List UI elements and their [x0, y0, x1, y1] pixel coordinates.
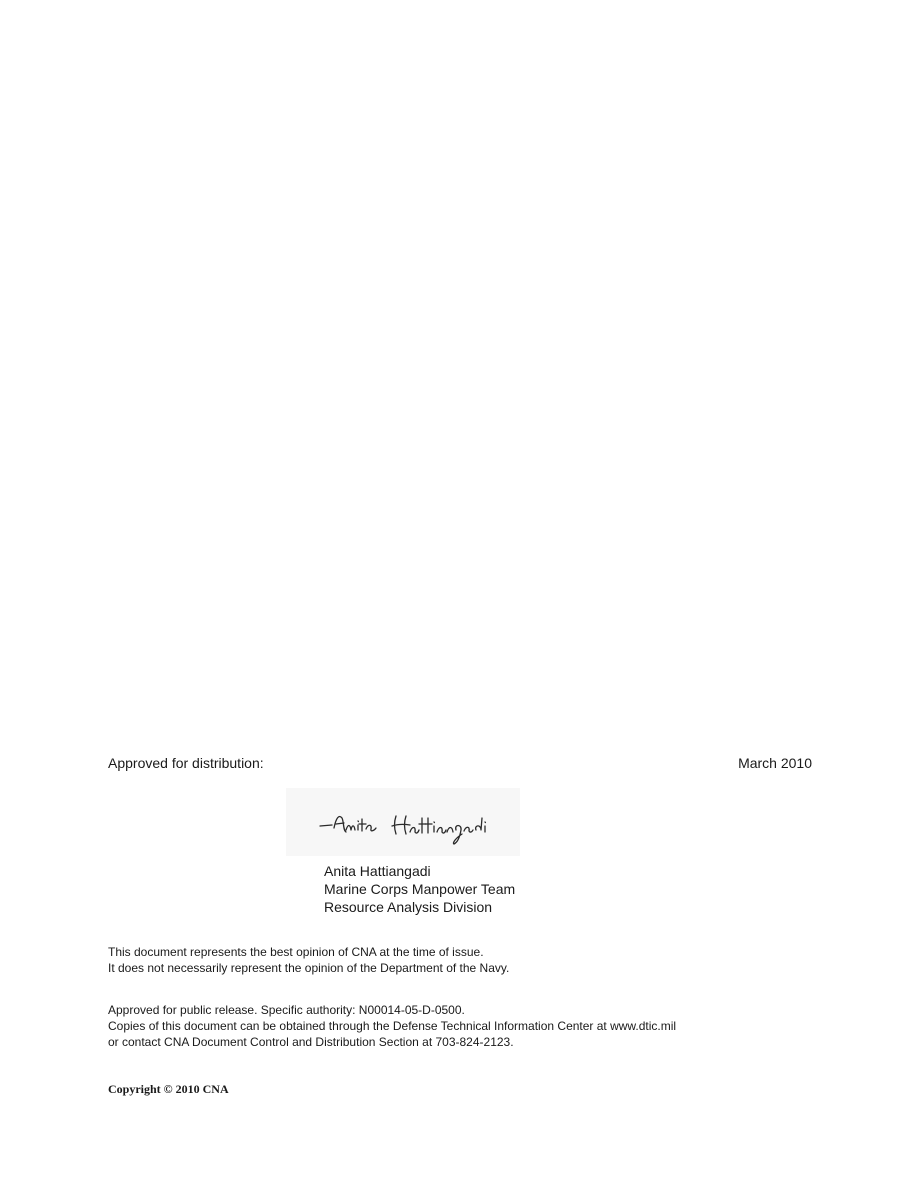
release-block — [108, 1002, 676, 1050]
approval-label: Approved for distribution: — [108, 755, 264, 771]
release-line: Copies of this document can be obtained through the Defense Technical Information Center at www.dtic.mil — [108, 1019, 677, 1033]
approval-row — [108, 754, 812, 772]
signer-name: Anita Hattiangadi — [324, 863, 431, 879]
signature-image — [286, 788, 520, 856]
approval-date: March 2010 — [738, 755, 812, 771]
release-line: Approved for public release. Specific authority: N00014-05-D-0500. — [108, 1003, 465, 1017]
disclaimer-block — [108, 944, 509, 976]
handwritten-signature — [286, 788, 520, 856]
disclaimer-line: This document represents the best opinion of CNA at the time of issue. — [108, 945, 484, 959]
copyright-notice: Copyright © 2010 CNA — [108, 1082, 229, 1096]
signer-block — [324, 862, 515, 916]
release-line: or contact CNA Document Control and Distribution Section at 703-824-2123. — [108, 1035, 514, 1049]
signer-division: Resource Analysis Division — [324, 899, 493, 915]
disclaimer-line: It does not necessarily represent the opinion of the Department of the Navy. — [108, 961, 510, 975]
signer-team: Marine Corps Manpower Team — [324, 881, 516, 897]
